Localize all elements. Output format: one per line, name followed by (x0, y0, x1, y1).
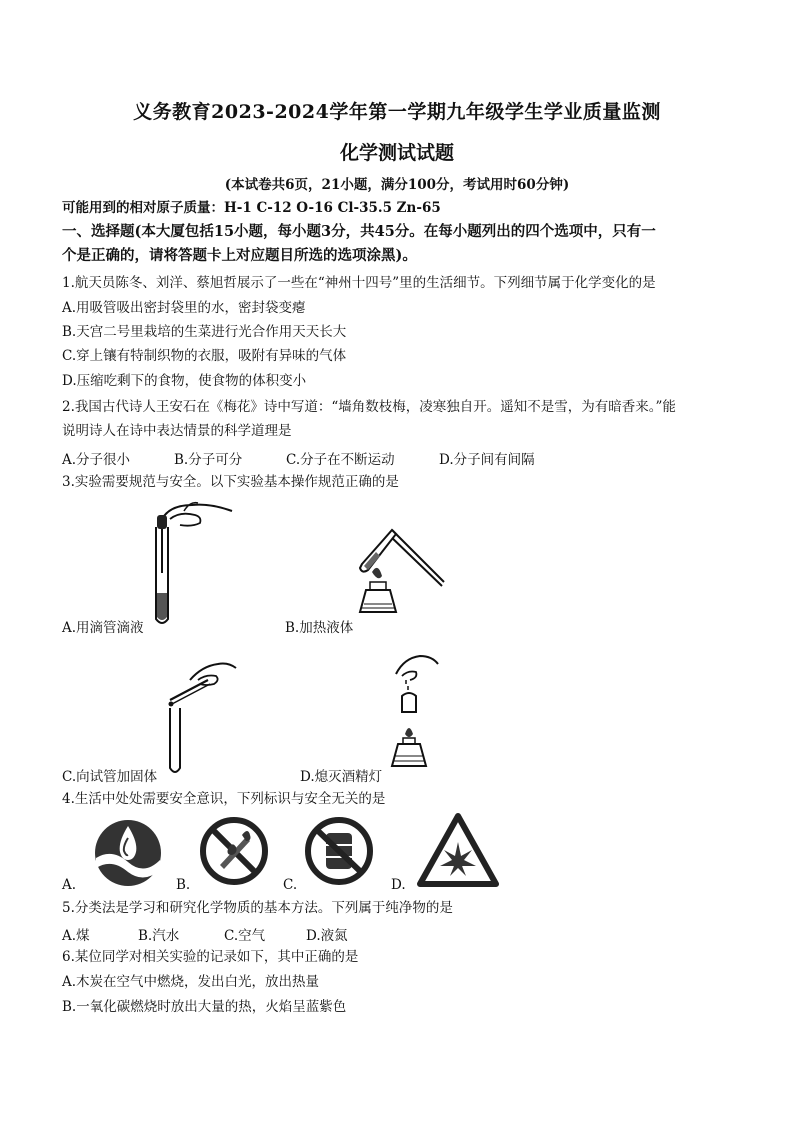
q2-option-a: A.分子很小 (62, 452, 131, 468)
heating-liquid-figure (352, 520, 452, 618)
q5-option-c: C.空气 (224, 928, 266, 944)
q4-stem: 4.生活中处处需要安全意识，下列标识与安全无关的是 (62, 791, 386, 807)
q1-stem: 1.航天员陈冬、刘洋、蔡旭哲展示了一些在“神州十四号”里的生活细节。下列细节属于化学变化的是 (62, 275, 656, 291)
q4-label-c: C. (283, 877, 298, 893)
q5-options (62, 924, 462, 942)
exam-note: (本试卷共6页，21小题，满分100分，考试用时60分钟) (224, 177, 570, 193)
q3-label-d: D.熄灭酒精灯 (300, 769, 383, 785)
atomic-masses: 可能用到的相对原子质量：H-1 C-12 O-16 Cl-35.5 Zn-65 (62, 200, 441, 216)
q4-label-d: D. (391, 877, 406, 893)
q2-option-b: B.分子可分 (174, 452, 243, 468)
q3-label-b: B.加热液体 (285, 620, 354, 636)
section1-heading-line1: 一、选择题(本大厦包括15小题，每小题3分，共45分。在每小题列出的四个选项中，只有一 (62, 223, 656, 240)
q2-option-c: C.分子在不断运动 (286, 452, 395, 468)
extinguish-lamp-figure (386, 650, 446, 770)
q6-stem: 6.某位同学对相关实验的记录如下，其中正确的是 (62, 949, 359, 965)
q5-option-d: D.液氮 (306, 928, 348, 944)
q2-stem-line2: 说明诗人在诗中表达情景的科学道理是 (62, 423, 292, 439)
prohibited-barrel-sign-icon (302, 815, 376, 887)
q1-option-a: A.用吸管吸出密封袋里的水，密封袋变瘪 (62, 300, 306, 316)
q1-option-b: B.天宫二号里栽培的生菜进行光合作用天天长大 (62, 324, 347, 340)
q4-label-b: B. (176, 877, 191, 893)
q1-option-c: C.穿上镶有特制织物的衣服，吸附有异味的气体 (62, 348, 347, 364)
q3-label-a: A.用滴管滴液 (62, 620, 144, 636)
q5-option-a: A.煤 (62, 928, 90, 944)
add-solid-figure (158, 656, 238, 776)
dropper-figure (140, 497, 240, 629)
q4-label-a: A. (62, 877, 77, 893)
section1-heading-line2: 个是正确的，请将答题卡上对应题目所选的选项涂黑)。 (62, 247, 417, 264)
q2-stem-line1: 2.我国古代诗人王安石在《梅花》诗中写道：“墙角数枝梅，凌寒独自开。遥知不是雪，为有暗香来。”能 (62, 399, 676, 415)
q5-stem: 5.分类法是学习和研究化学物质的基本方法。下列属于纯净物的是 (62, 900, 453, 916)
explosive-warning-sign-icon (416, 812, 500, 888)
q3-label-c: C.向试管加固体 (62, 769, 158, 785)
q3-stem: 3.实验需要规范与安全。以下实验基本操作规范正确的是 (62, 474, 399, 490)
no-fire-sign-icon (198, 815, 270, 887)
q5-option-b: B.汽水 (138, 928, 180, 944)
water-saving-sign-icon (92, 818, 164, 888)
q2-option-d: D.分子间有间隔 (439, 452, 535, 468)
q6-option-a: A.木炭在空气中燃烧，发出白光，放出热量 (62, 974, 320, 990)
exam-title: 义务教育2023-2024学年第一学期九年级学生学业质量监测 (133, 101, 661, 123)
q6-option-b: B.一氧化碳燃烧时放出大量的热，火焰呈蓝紫色 (62, 999, 347, 1015)
subject-title: 化学测试试题 (339, 142, 454, 164)
q1-option-d: D.压缩吃剩下的食物，使食物的体积变小 (62, 373, 307, 389)
q2-options (62, 448, 682, 466)
